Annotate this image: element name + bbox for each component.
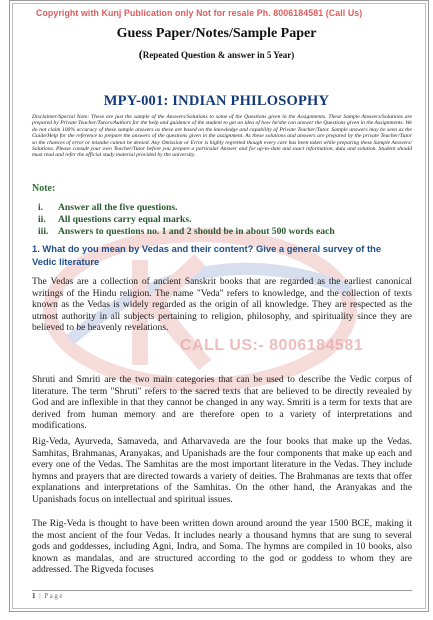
answer-paragraph: Rig-Veda, Ayurveda, Samaveda, and Atharvaveda are the four books that make up the Vedas. Samhitas, Brahmanas, Aranyakas, and Upanishads are the four components that make up each and every one of the Vedas. The Samhitas are the most important literature in the Vedas. They include hymns and prayers that are directed towards a variety of deities. The Brahmanas are texts that offer explanations and interpretations of the Samhitas. On the other hand, the Aranyakas and the Upanishads focus on intellectual and spiritual issues.	[32, 437, 412, 505]
document-title: MPY-001: INDIAN PHILOSOPHY	[103, 93, 330, 109]
page-number: 1	[32, 592, 36, 600]
note-item-text: Answers to questions no. 1 and 2 should be in about 500 words each	[58, 226, 335, 237]
note-item-number: i.	[38, 202, 44, 213]
answer-paragraph: Shruti and Smriti are the two main categories that can be used to describe the Vedic corpus of literature. The term "Shruti" refers to the sacred texts that are believed to be directly revealed by God and are inflexible in that they cannot be changed in any way. Smriti is a term for texts that are derived from human memory and are therefore open to a variety of interpretations and modifications.	[32, 375, 412, 432]
header-subtitle	[0, 47, 433, 62]
question-heading: 1. What do you mean by Vedas and their content? Give a general survey of the Vedic literature	[32, 243, 382, 267]
note-item-number: ii.	[38, 214, 46, 225]
page-label: Page	[44, 592, 65, 600]
page-footer	[32, 590, 412, 600]
note-item	[32, 226, 412, 238]
page-separator: |	[39, 592, 41, 600]
answer-paragraph: The Rig-Veda is thought to have been written down around around the year 1500 BCE, making it the most ancient of the four Vedas. It includes nearly a thousand hymns that are sung to several gods and goddesses, including Agni, Indra, and Soma. The hymns are compiled in 10 books, also known as mandalas, and are structured according to the god or goddess to whom they are addressed. The Rigveda focuses	[32, 519, 412, 576]
copyright-notice: Copyright with Kunj Publication only Not for resale Ph. 8006184581 (Call Us)	[36, 8, 363, 18]
note-item-number: iii.	[38, 226, 49, 237]
note-list	[32, 202, 412, 238]
subtitle-paren-open: (	[138, 47, 143, 61]
disclaimer-text: Disclaimer/Special Note: These are just the sample of the Answers/Solutions to some of the Questions given in the Assignments. These Sample Answers/Solutions are prepared by Private Teacher/Tutors/Authors for the help and guidance of the student to get an idea of how he/she can answer the Questions given in the Assignments. We do not claim 100% accuracy of these sample answers as these are based on the knowledge and capability of Private Teacher/Tutor. Sample answers may be seen as the Guide/Help for the reference to prepare the answers of the questions given in the assignment. As these solutions and answers are prepared by the private Teacher/Tutor so the chances of error or mistake cannot be denied. Any Omission or Error is highly regretted though every care has been taken while preparing these Sample Answers/ Solutions. Please consult your own Teacher/Tutor before you prepare a particular Answer and for up-to-date and exact information, data and solution. Student should must read and refer the official study material provided by the university.	[32, 114, 412, 159]
note-item	[32, 202, 412, 214]
subtitle-text: Repeated Question & answer in 5 Year	[142, 50, 292, 60]
note-item-text: Answer all the five questions.	[58, 202, 178, 213]
note-item-text: All questions carry equal marks.	[58, 214, 192, 225]
header-title: Guess Paper/Notes/Sample Paper	[116, 26, 317, 41]
watermark-phone: CALL US:- 8006184581	[180, 337, 364, 354]
note-label: Note:	[32, 183, 56, 194]
note-item	[32, 214, 412, 226]
subtitle-paren-close: )	[291, 50, 295, 60]
answer-paragraph: The Vedas are a collection of ancient Sanskrit books that are regarded as the earliest canonical writings of the Hindu religion. The name "Veda" refers to knowledge, and the collection of texts known as the Vedas is widely regarded as the origin of all knowledge. They are respected as the utmost authority in all subjects pertaining to religion, philosophy, and spirituality since they are believed to be heavenly revelations.	[32, 277, 412, 334]
